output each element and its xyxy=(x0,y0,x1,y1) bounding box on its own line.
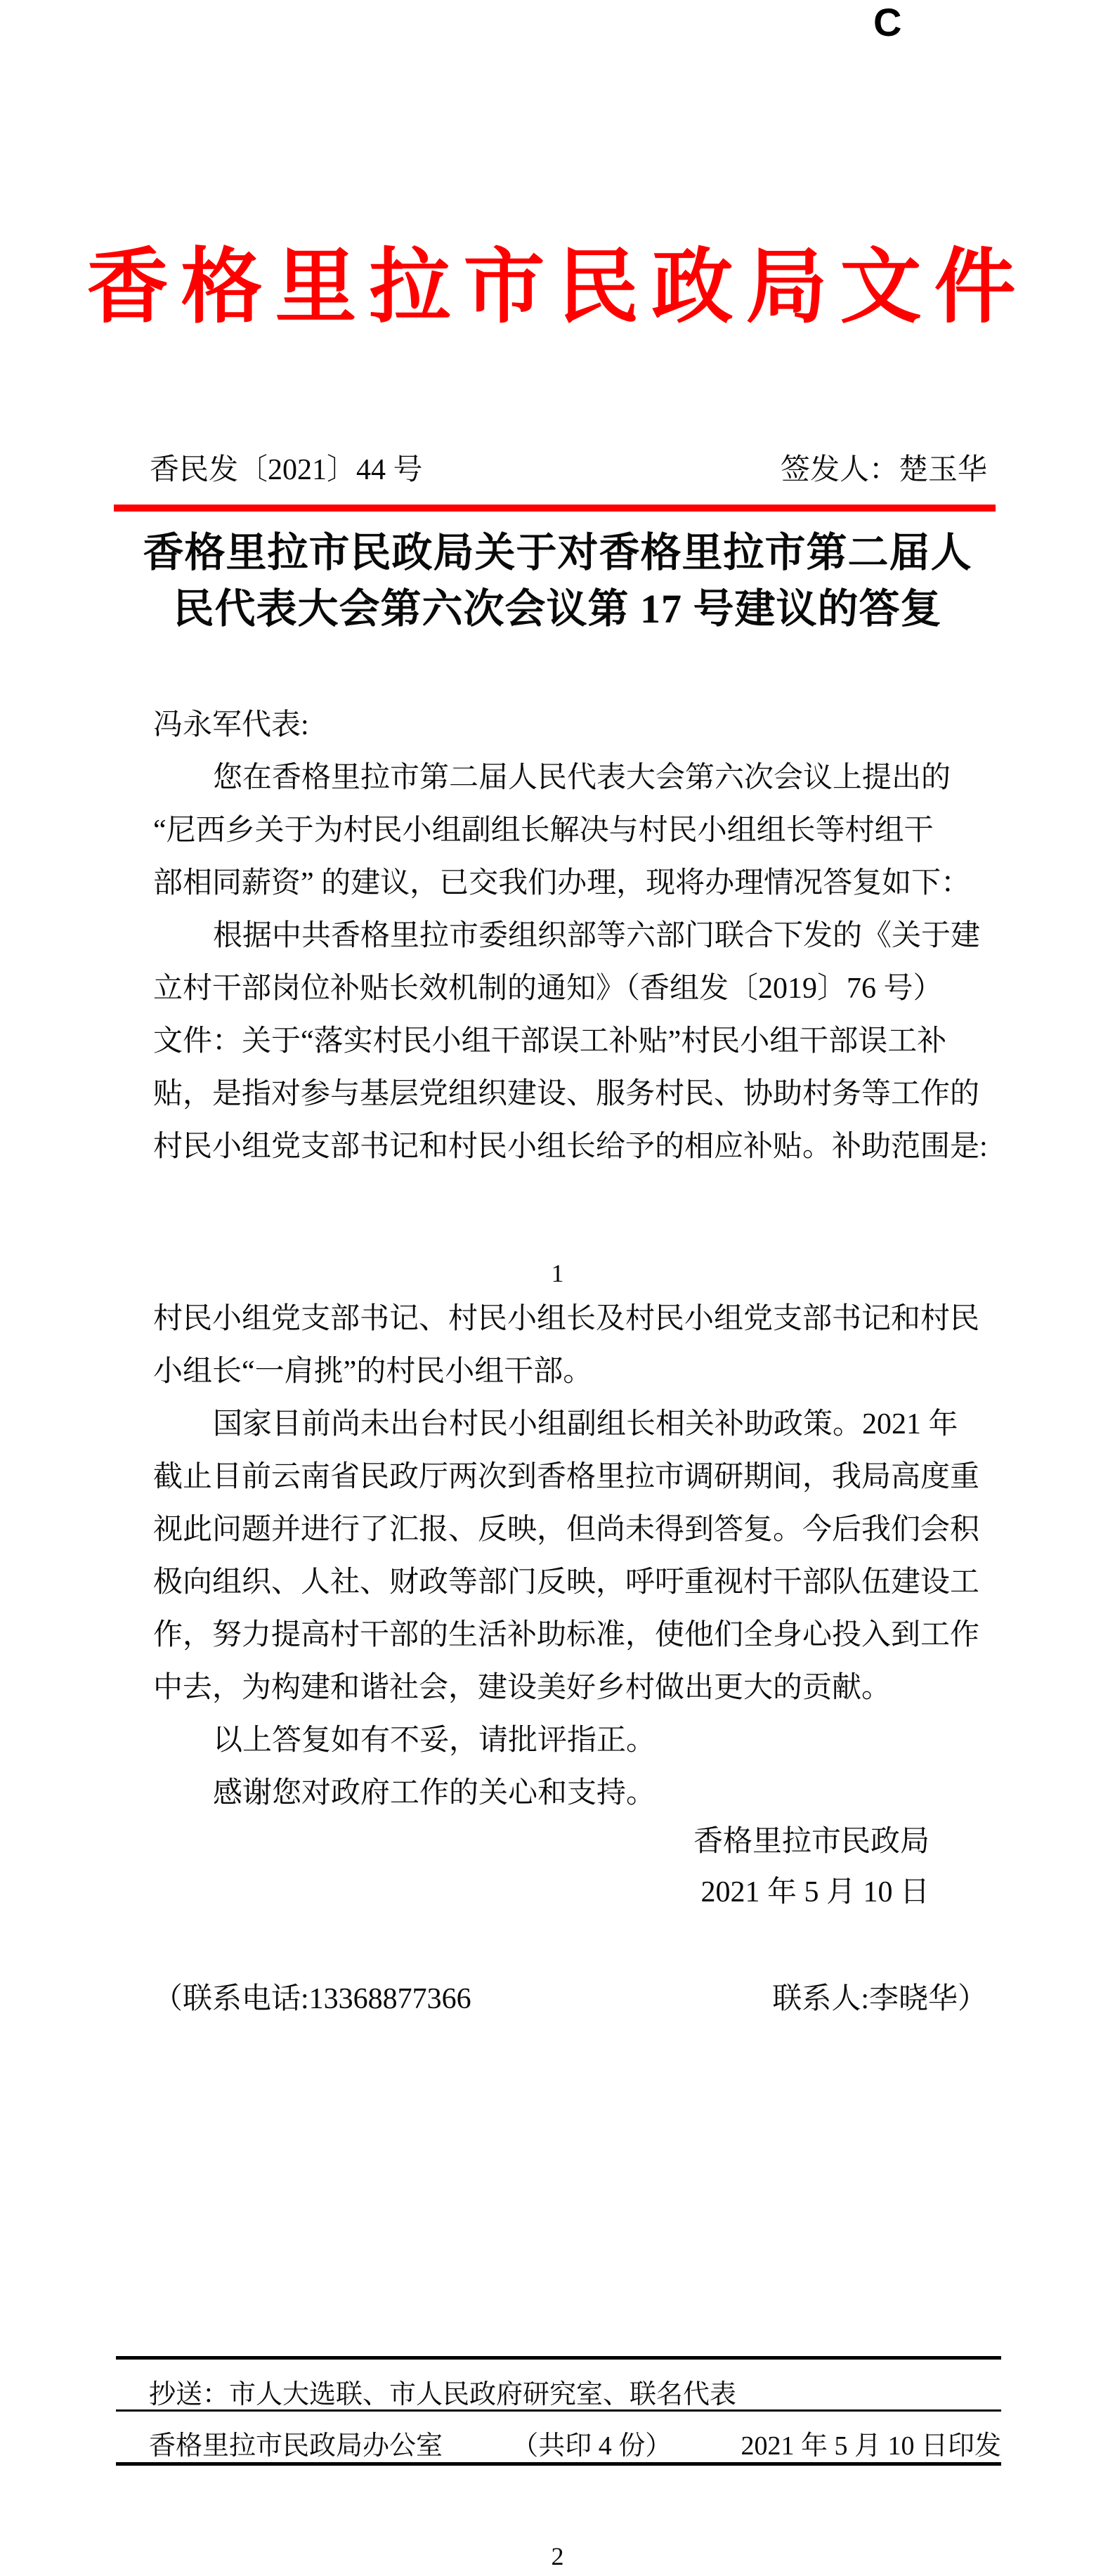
doc-number: 香民发〔2021〕44 号 xyxy=(150,454,423,486)
body-line: 根据中共香格里拉市委组织部等六部门联合下发的《关于建 xyxy=(213,920,981,952)
printing-info-row xyxy=(149,2431,1001,2461)
page-number-2: 2 xyxy=(551,2542,564,2570)
footer-bottom-rule xyxy=(116,2462,1001,2466)
body-line: 部相同薪资” 的建议，已交我们办理，现将办理情况答复如下： xyxy=(153,867,971,899)
closing-line: 以上答复如有不妥，请批评指正。 xyxy=(213,1724,656,1757)
footer-top-rule xyxy=(116,2356,1001,2360)
signature-date: 2021 年 5 月 10 日 xyxy=(700,1876,930,1908)
issuer-name: 楚玉华 xyxy=(898,454,987,486)
copies-count: （共印 4 份） xyxy=(511,2431,672,2461)
contact-person: 联系人:李晓华） xyxy=(772,1983,987,2015)
footer-middle-rule xyxy=(116,2409,1001,2412)
thanks-line: 感谢您对政府工作的关心和支持。 xyxy=(213,1777,656,1809)
cc-line: 抄送：市人大选联、市人民政府研究室、联名代表 xyxy=(149,2380,737,2409)
issuer-label: 签发人： xyxy=(780,454,899,486)
red-separator-line xyxy=(114,505,996,512)
body-line: 极向组织、人社、财政等部门反映，呼吁重视村干部队伍建设工 xyxy=(153,1566,980,1599)
contact-row xyxy=(153,1982,987,2017)
body-line: 文件：关于“落实村民小组干部误工补贴”村民小组干部误工补 xyxy=(153,1025,947,1058)
body-line: 村民小组党支部书记、村民小组长及村民小组党支部书记和村民 xyxy=(153,1303,980,1335)
body-page1 xyxy=(153,699,996,1173)
page-number-1: 1 xyxy=(551,1259,564,1287)
document-title-line1: 香格里拉市民政局关于对香格里拉市第二届人 xyxy=(143,530,972,575)
signature-block xyxy=(693,1816,930,1918)
body-line: 作，努力提高村干部的生活补助标准，使他们全身心投入到工作 xyxy=(153,1619,980,1651)
signature-org: 香格里拉市民政局 xyxy=(693,1826,930,1858)
body-line: 贴，是指对参与基层党组织建设、服务村民、协助村务等工作的 xyxy=(153,1078,980,1110)
agency-red-header: 香格里拉市民政局文件 xyxy=(86,243,1029,333)
body-line: 小组长“一肩挑”的村民小组干部。 xyxy=(153,1355,593,1388)
body-line: 截止目前云南省民政厅两次到香格里拉市调研期间，我局高度重 xyxy=(153,1461,980,1493)
contact-phone: （联系电话:13368877366 xyxy=(153,1983,471,2015)
body-page2 xyxy=(153,1293,996,1820)
body-line: 中去，为构建和谐社会，建设美好乡村做出更大的贡献。 xyxy=(153,1672,892,1704)
issuing-office: 香格里拉市民政局办公室 xyxy=(149,2431,443,2461)
corner-mark: C xyxy=(873,0,902,44)
print-date: 2021 年 5 月 10 日印发 xyxy=(741,2431,1001,2461)
document-title xyxy=(67,525,1048,637)
body-line: 村民小组党支部书记和村民小组长给予的相应补贴。补助范围是: xyxy=(153,1131,988,1163)
body-line: “尼西乡关于为村民小组副组长解决与村民小组组长等村组干 xyxy=(153,814,934,847)
issuer xyxy=(781,452,987,488)
salutation-line: 冯永军代表: xyxy=(153,709,309,741)
body-line: 立村干部岗位补贴长效机制的通知》（香组发〔2019〕76 号） xyxy=(153,972,943,1005)
body-line: 国家目前尚未出台村民小组副组长相关补助政策。2021 年 xyxy=(213,1408,958,1440)
body-line: 视此问题并进行了汇报、反映，但尚未得到答复。今后我们会积 xyxy=(153,1514,980,1546)
doc-number-row xyxy=(150,452,987,488)
document-title-line2: 民代表大会第六次会议第 17 号建议的答复 xyxy=(173,586,942,632)
body-line: 您在香格里拉市第二届人民代表大会第六次会议上提出的 xyxy=(213,762,951,794)
